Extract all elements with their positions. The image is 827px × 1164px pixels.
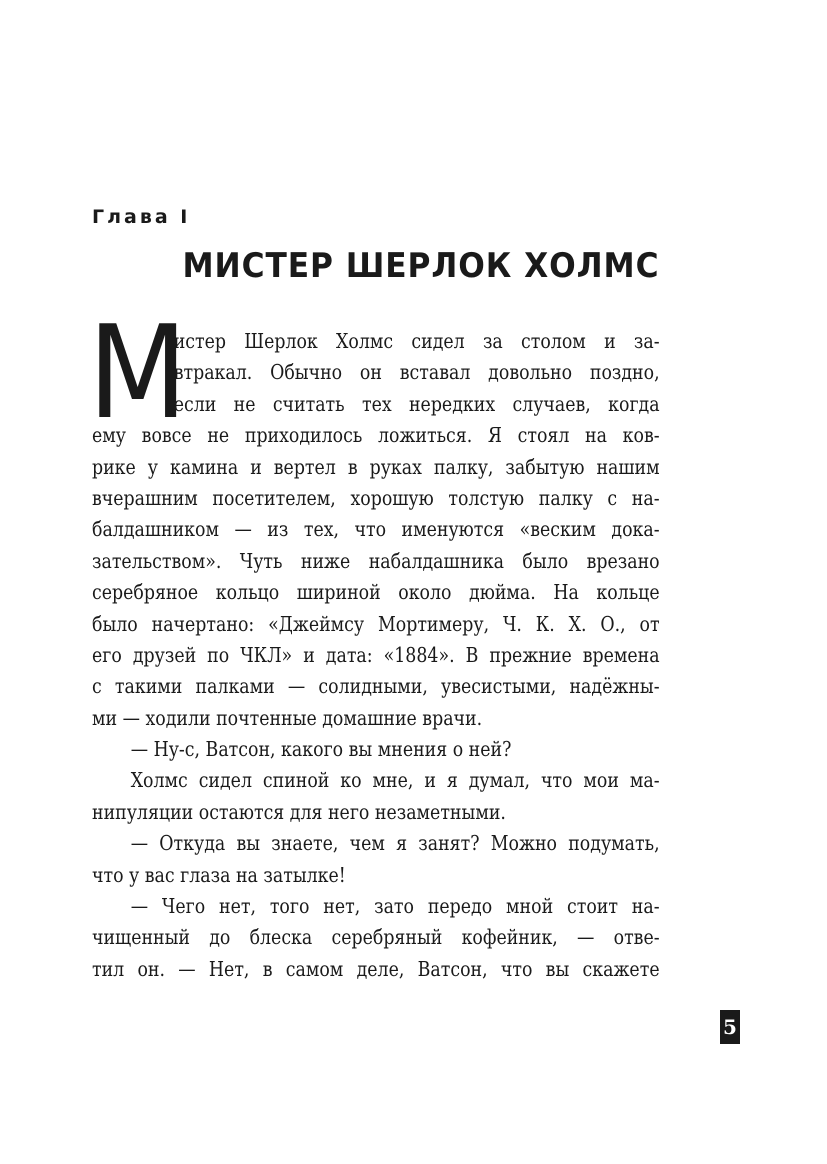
text-line: рике у камина и вертел в руках палку, забытую нашим bbox=[92, 454, 660, 479]
text-line: балдашником — из тех, что именуются «веским дока- bbox=[92, 517, 660, 542]
text-line: что у вас глаза на затылке! bbox=[92, 862, 346, 887]
text-line: нипуляции остаются для него незаметными. bbox=[92, 799, 506, 824]
text-line: тил он. — Нет, в самом деле, Ватсон, что вы скажете bbox=[92, 956, 660, 981]
text-line: втракал. Обычно он вставал довольно поздно, bbox=[173, 360, 660, 385]
text-line: ми — ходили почтенные домашние врачи. bbox=[92, 705, 483, 730]
dialogue-line: — Откуда вы знаете, чем я занят? Можно подумать, bbox=[130, 831, 660, 856]
page-number: 5 bbox=[720, 1010, 740, 1044]
text-line: было начертано: «Джеймсу Мортимеру, Ч. К. Х. О., от bbox=[92, 611, 660, 636]
text-line: с такими палками — солидными, увесистыми, надёжны- bbox=[92, 674, 660, 699]
chapter-title: МИСТЕР ШЕРЛОК ХОЛМС bbox=[181, 246, 659, 286]
body-text bbox=[88, 299, 660, 985]
dialogue-line: — Чего нет, того нет, зато передо мной стоит на- bbox=[130, 894, 660, 919]
paragraph-first-line: Холмс сидел спиной ко мне, и я думал, что мои ма- bbox=[130, 768, 660, 793]
text-line: зательством». Чуть ниже набалдашника было врезано bbox=[92, 548, 660, 573]
text-line: если не считать тех нередких случаев, когда bbox=[173, 391, 660, 416]
text-line: ему вовсе не приходилось ложиться. Я стоял на ков- bbox=[92, 423, 660, 448]
drop-cap-letter: М bbox=[88, 299, 188, 448]
dialogue-line: — Ну-с, Ватсон, какого вы мнения о ней? bbox=[130, 737, 512, 762]
text-line: чищенный до блеска серебряный кофейник, — отве- bbox=[92, 925, 660, 950]
text-line: серебряное кольцо шириной около дюйма. На кольце bbox=[92, 580, 660, 605]
chapter-label: Глава I bbox=[92, 206, 191, 228]
text-line: истер Шерлок Холмс сидел за столом и за- bbox=[173, 329, 660, 353]
text-line: вчерашним посетителем, хорошую толстую палку с на- bbox=[92, 485, 660, 510]
text-line: его друзей по ЧКЛ» и дата: «1884». В прежние времена bbox=[92, 642, 660, 667]
